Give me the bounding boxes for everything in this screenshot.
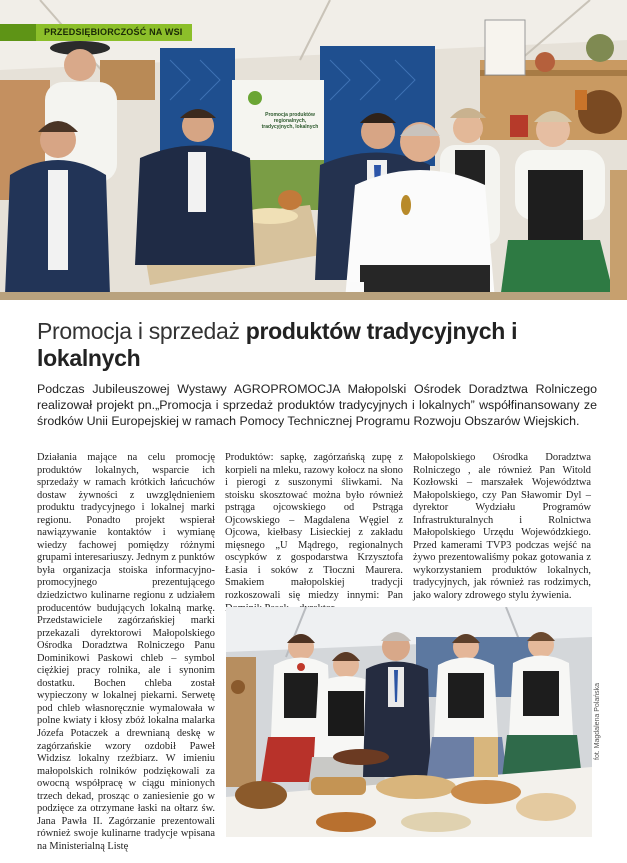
- article-title: [37, 318, 597, 372]
- article-lead: Podczas Jubileuszowej Wystawy AGROPROMOCJA Małopolski Ośrodek Doradztwa Rolniczego realizował projekt pn.„Promocja i sprzedaż produktów tradycyjnych i lokalnych” współfinansowany ze środków Unii Europejskiej w ramach Pomocy Technicznej Programu Rozwoju Obszarów Wiejskich.: [37, 382, 597, 428]
- article-title-bold: produktów tradycyjnych i lokalnych: [37, 318, 518, 371]
- top-photo-illustration: [0, 0, 627, 300]
- article-column-2: Produktów: sapkę, zagórzańską zupę z korpieli na mleku, razowy kołocz na słono i pierogi z suszonymi śliwkami. Na stoisku skosztować można było również pstrąga ojcowskiego od Pstrąga Ojcowskiego – Magdalena Węgiel z Ojcowa, kiełbasy Lisieckiej z zakładu mięsnego „U Mądrego, regionalnych oscypków z gospodarstwa Krzysztofa Łasia i soków z Tłoczni Maurera. Smakiem małopolskiej tradycji rozkoszowali się miedzy innymi: Pan: [225, 452, 403, 602]
- promo-banner-text: Promocja produktów regionalnych, tradycyjnych, lokalnych: [261, 112, 319, 130]
- bottom-photo-illustration: [226, 607, 592, 837]
- top-photo: [0, 0, 627, 300]
- article-column-3: Małopolskiego Ośrodka Doradztwa Rolniczego , ale również Pan Witold Kozłowski – marszałek Województwa Małopolskiego, czy Pan Sławomir Dyl – dyrektor Wydziału Programów Infrastrukturalnych i Rolnictwa Małopolskiego Urzędu Wojewódzkiego. Przed kamerami TVP3 podczas wejść na żywo prezentowaliśmy pokaz gotowania z wykorzystaniem produktów lokalnych, tradycyjnych, jak również ras rodzimych, jako walory zdrowego stylu żywienia.: [413, 452, 591, 602]
- bottom-photo: [226, 607, 592, 837]
- section-tag: PRZEDSIĘBIORCZOŚĆ NA WSI: [0, 24, 192, 41]
- article-title-light: Promocja i sprzedaż: [37, 318, 246, 344]
- article-column-1: Działania mające na celu promocję produktów lokalnych, wsparcie ich sprzedaży w ramach krótkich łańcuchów dostaw żywności z uwzględnieniem produktu tradycyjnego i lokalnej marki regionu. Ponadto projekt wspierał nawiązywanie kontaktów i wymianę wiedzy fachowej pomiędzy różnymi grupami interesariuszy. Jednym z punktów była organizacja stoiska informacyjno-promocyjnego prezentującego dziedzictwo kulinarne regionu z udziałem producentów budujących lokalną markę. Przedstawiciele zagórzańskiej marki przekazali dyrektorowi Małopolskiego Ośrodka Doradztwa Rolniczego Panu Dominikowi Paskowi chleb – symbol ciężkiej pracy rolnika, ale i synonim dostatku. Bochen chleba został wypieczony w lokalnej piekarni. Serwetę pod chleb własnoręcznie wymalowała w polne kwiaty i kłosy zbóż lokalna malarka Józefa Potaczek a drewnianą deskę w zagórzańskie wzory ozdobił Paweł Widzisz lokalny rzeźbiarz. W imieniu małopolskich rolników podziękowali za owocną współpracę w ciągu minionych trzech dekad, prosząc o zaniesienie go w podzięce za otrzymane łaski na ołtarz św. Jana Pawła II. Zagórzanie prezentowali również swoje kulinarne tradycje wpisana na Ministerialną Listę: [37, 452, 215, 852]
- photo-credit: fot. Magdalena Polańska: [594, 682, 601, 760]
